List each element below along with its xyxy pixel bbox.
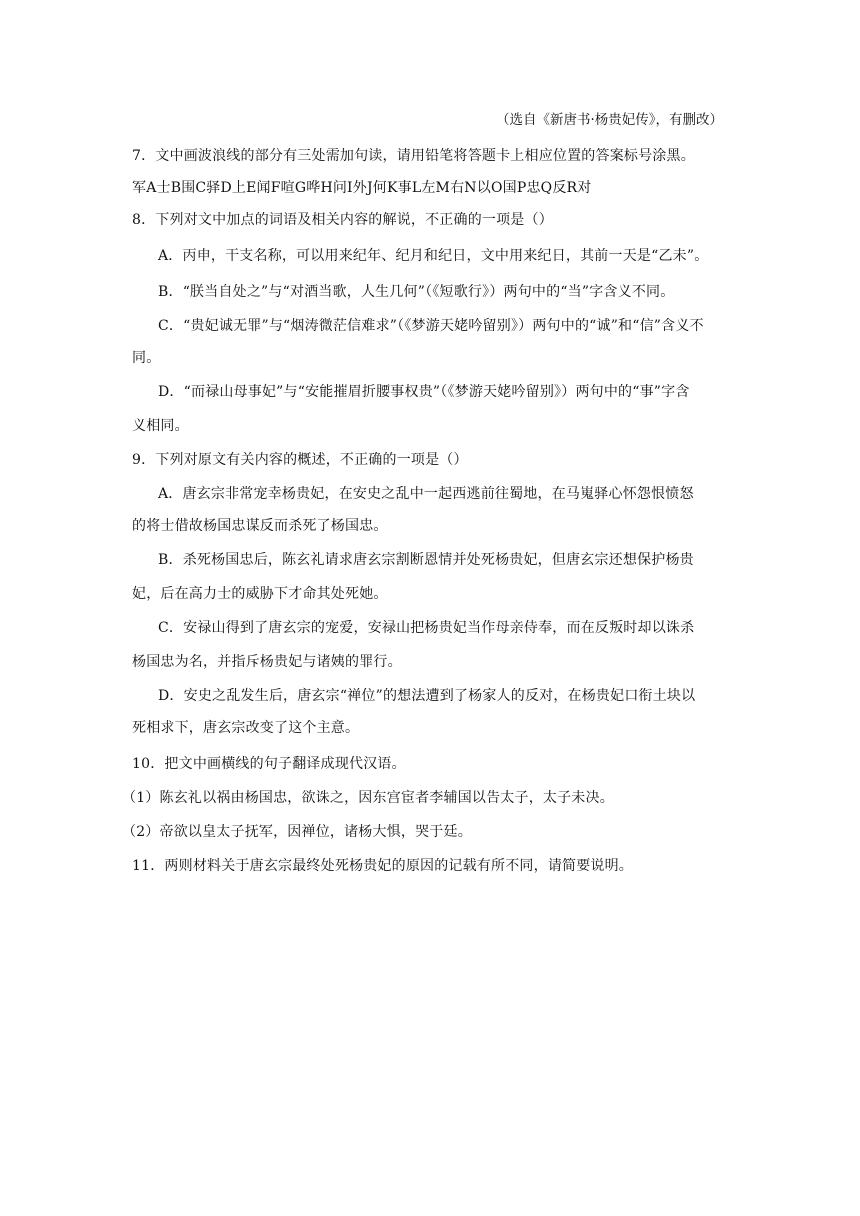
question-10-prompt: 10．把文中画横线的句子翻译成现代汉语。 [132, 756, 406, 772]
question-8-option-a: A．丙申，干支名称，可以用来纪年、纪月和纪日，文中用来纪日，其前一天是“乙未”。 [158, 248, 709, 264]
question-10-sentence-1: （1）陈玄礼以祸由杨国忠，欲诛之，因东宫宦者李辅国以告太子，太子未决。 [122, 790, 614, 806]
question-8-option-c-cont: 同。 [132, 350, 161, 366]
question-8-option-d: D．“而禄山母事妃”与“安能摧眉折腰事权贵”（《梦游天姥吟留别》）两句中的“事”字含 [158, 384, 690, 400]
question-9-option-c: C．安禄山得到了唐玄宗的宠爱，安禄山把杨贵妃当作母亲侍奉，而在反叛时却以诛杀 [158, 620, 695, 636]
question-9-prompt: 9．下列对原文有关内容的概述，不正确的一项是（） [132, 452, 468, 468]
question-8-option-b: B．“朕当自处之”与“对酒当歌，人生几何”（《短歌行》）两句中的“当”字含义不同。 [158, 284, 675, 300]
question-9-option-c-cont: 杨国忠为名，并指斥杨贵妃与诸姨的罪行。 [132, 654, 402, 670]
source-note: （选自《新唐书·杨贵妃传》，有删改） [495, 112, 723, 128]
question-9-option-d: D．安史之乱发生后，唐玄宗“禅位”的想法遭到了杨家人的反对，在杨贵妃口衔土块以 [158, 688, 696, 704]
question-9-option-a: A．唐玄宗非常宠幸杨贵妃，在安史之乱中一起西逃前往蜀地，在马嵬驿心怀怨恨愤怒 [158, 486, 694, 502]
question-11-prompt: 11．两则材料关于唐玄宗最终处死杨贵妃的原因的记载有所不同，请简要说明。 [132, 858, 634, 874]
question-9-option-b-cont: 妃，后在高力士的威胁下才命其处死她。 [132, 586, 388, 602]
question-9-option-b: B．杀死杨国忠后，陈玄礼请求唐玄宗割断恩情并处死杨贵妃，但唐玄宗还想保护杨贵 [158, 552, 694, 568]
question-7-prompt: 7．文中画波浪线的部分有三处需加句读，请用铅笔将答题卡上相应位置的答案标号涂黑。 [132, 148, 695, 164]
question-10-sentence-2: （2）帝欲以皇太子抚军，因禅位，诸杨大惧，哭于廷。 [122, 824, 472, 840]
question-7-sequence: 军A士B围C驿D上E闻F喧G哗H问I外J何K事L左M右N以O国P忠Q反R对 [132, 180, 592, 196]
question-9-option-d-cont: 死相求下，唐玄宗改变了这个主意。 [132, 720, 360, 736]
question-9-option-a-cont: 的将士借故杨国忠谋反而杀死了杨国忠。 [132, 518, 388, 534]
question-8-option-c: C．“贵妃诚无罪”与“烟涛微茫信难求”（《梦游天姥吟留别》）两句中的“诚”和“信”含义不 [158, 318, 704, 334]
question-8-option-d-cont: 义相同。 [132, 418, 189, 434]
question-8-prompt: 8．下列对文中加点的词语及相关内容的解说，不正确的一项是（） [132, 212, 553, 228]
